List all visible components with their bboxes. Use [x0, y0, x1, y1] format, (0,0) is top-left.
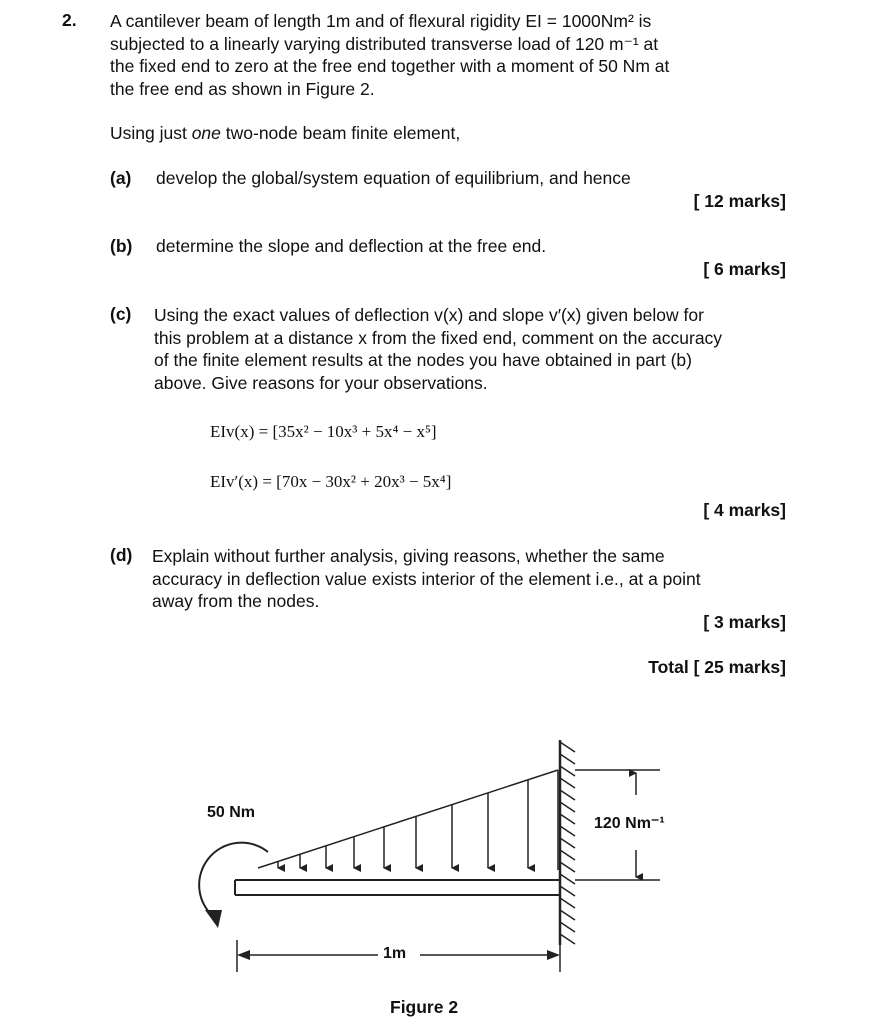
part-b-marks: [ 6 marks] [703, 259, 786, 279]
moment-arrow [199, 843, 268, 928]
part-a-label: (a) [110, 168, 132, 188]
part-d-line: away from the nodes. [152, 591, 320, 611]
part-d-label: (d) [110, 545, 133, 565]
length-label: 1m [383, 945, 407, 962]
load-label: 120 Nm⁻¹ [594, 815, 665, 832]
equation-deflection: EIv(x) = [35x² − 10x³ + 5x⁴ − x⁵] [210, 422, 437, 441]
intro-line: subjected to a linearly varying distributed transverse load of 120 m⁻¹ at [110, 33, 659, 54]
part-a-text: develop the global/system equation of equilibrium, and hence [156, 168, 631, 188]
part-b-label: (b) [110, 236, 133, 256]
question-number: 2. [62, 10, 77, 30]
intro-line: the fixed end to zero at the free end together with a moment of 50 Nm at [110, 56, 670, 76]
part-b-text: determine the slope and deflection at the free end. [156, 236, 547, 256]
part-c-line: Using the exact values of deflection v(x) and slope v′(x) given below for [154, 305, 704, 325]
figure-caption: Figure 2 [390, 997, 459, 1017]
instruction: Using just one two-node beam finite element, [110, 123, 461, 143]
part-d-line: Explain without further analysis, giving reasons, whether the same [152, 546, 665, 566]
total-marks: Total [ 25 marks] [648, 657, 786, 677]
distributed-load [258, 770, 558, 870]
part-d-line: accuracy in deflection value exists interior of the element i.e., at a point [152, 568, 701, 589]
intro-line: A cantilever beam of length 1m and of flexural rigidity EI = 1000Nm² is [110, 11, 652, 31]
instruction-emphasis: one [191, 123, 221, 143]
moment-label: 50 Nm [207, 804, 256, 821]
part-d-marks: [ 3 marks] [703, 612, 786, 632]
part-c-line: above. Give reasons for your observations. [154, 372, 488, 393]
intro-line: the free end as shown in Figure 2. [110, 78, 375, 99]
beam [235, 880, 560, 895]
part-c-label: (c) [110, 304, 132, 324]
part-c-line: of the finite element results at the nodes you have obtained in part (b) [154, 350, 692, 370]
equation-slope: EIv′(x) = [70x − 30x² + 20x³ − 5x⁴] [210, 472, 452, 491]
part-c-line: this problem at a distance x from the fixed end, comment on the accuracy [154, 327, 723, 348]
part-a-marks: [ 12 marks] [693, 191, 786, 211]
part-c-marks: [ 4 marks] [703, 500, 786, 520]
fixed-wall [560, 740, 575, 945]
